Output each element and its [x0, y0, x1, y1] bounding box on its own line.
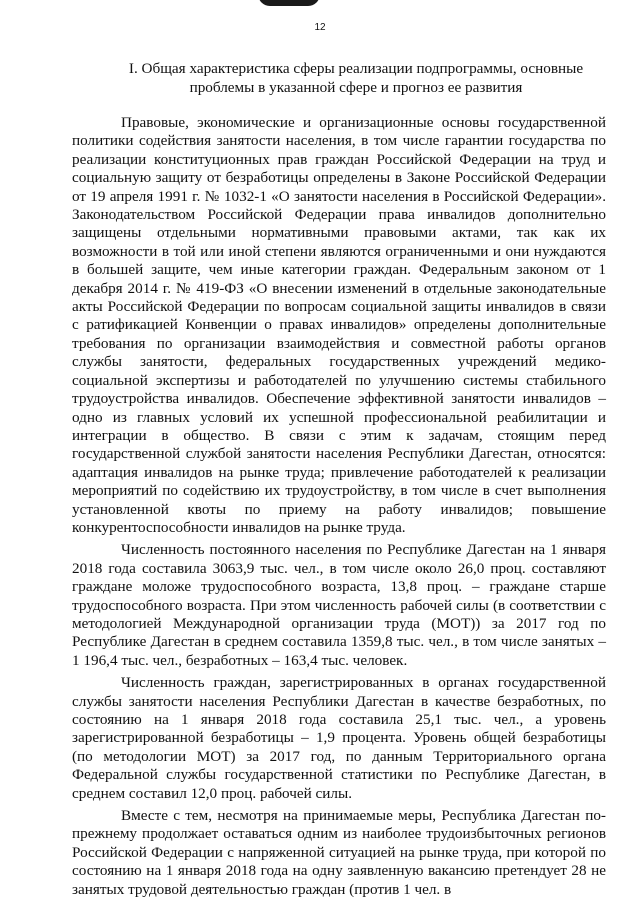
scan-artifact [258, 0, 320, 6]
paragraph-labor-market: Вместе с тем, несмотря на принимаемые меры, Республика Дагестан по-прежнему продолжает оставаться одним из наиболее трудоизбыточных регионов Российской Федерации с напряженной ситуацией на рынке труда, при которой по состоянию на 1 января 2018 года на одну заявленную вакансию претендует 28 не занятых трудовой деятельностью граждан (против 1 чел. в [72, 807, 606, 898]
page-number: 12 [314, 22, 326, 33]
section-title: I. Общая характеристика сферы реализации подпрограммы, основные проблемы в указанной сфере и прогноз ее развития [128, 60, 584, 96]
paragraph-population: Численность постоянного населения по Республике Дагестан на 1 января 2018 года составила 3063,9 тыс. чел., в том числе около 26,0 проц. составляют граждане моложе трудоспособного возраста, 13,8 проц. – граждане старше трудоспособного возраста. При этом численность рабочей силы (в соответствии с методологией Международной организации труда (МОТ)) за 2017 год по Республике Дагестан в среднем составила 1359,8 тыс. чел., в том числе занятых – 1 196,4 тыс. чел., безработных – 163,4 тыс. человек. [72, 541, 606, 669]
paragraph-legal-basis: Правовые, экономические и организационные основы государственной политики содействия занятости населения, в том числе гарантии государства по реализации конституционных прав граждан Российской Федерации на труд и социальную защиту от безработицы определены в Законе Российской Федерации от 19 апреля 1991 г. № 1032-1 «О занятости населения в Российской Федерации». Законодательством Российской Федерации права инвалидов дополнительно защищены отдельными нормативными правовыми актами, так как их возможности в той или иной степени являются ограниченными и они нуждаются в большей защите, чем иные категории граждан. Федеральным законом от 1 декабря 2014 г. № 419-ФЗ «О внесении изменений в отдельные законодательные акты Российской Федерации по вопросам социальной защиты инвалидов в связи с ратификацией Конвенции о правах инвалидов» определены дополнительные требования по организации взаимодействия и совместной работы органов службы занятости, федеральных государственных учреждений медико-социальной экспертизы и работодателей по улучшению системы стабильного трудоустройства инвалидов. Обеспечение эффективной занятости инвалидов – одно из главных условий их успешной профессиональной реабилитации и интеграции в общество. В связи с этим к задачам, стоящим перед государственной службой занятости населения Республики Дагестан, относятся: адаптация инвалидов на рынке труда; привлечение работодателей к реализации мероприятий по содействию их трудоустройству, в том числе в счет выполнения установленной квоты по приему на работу инвалидов; повышение конкурентоспособности инвалидов на рынке труда. [72, 114, 606, 536]
document-body [72, 114, 606, 903]
paragraph-registered-unemployed: Численность граждан, зарегистрированных в органах государственной службы занятости населения Республики Дагестан в качестве безработных, по состоянию на 1 января 2018 года составила 25,1 тыс. чел., а уровень зарегистрированной безработицы – 1,9 процента. Уровень общей безработицы (по методологии МОТ) за 2017 год, по данным Территориального органа Федеральной службы государственной статистики по Республике Дагестан, в среднем составил 12,0 проц. рабочей силы. [72, 674, 606, 802]
